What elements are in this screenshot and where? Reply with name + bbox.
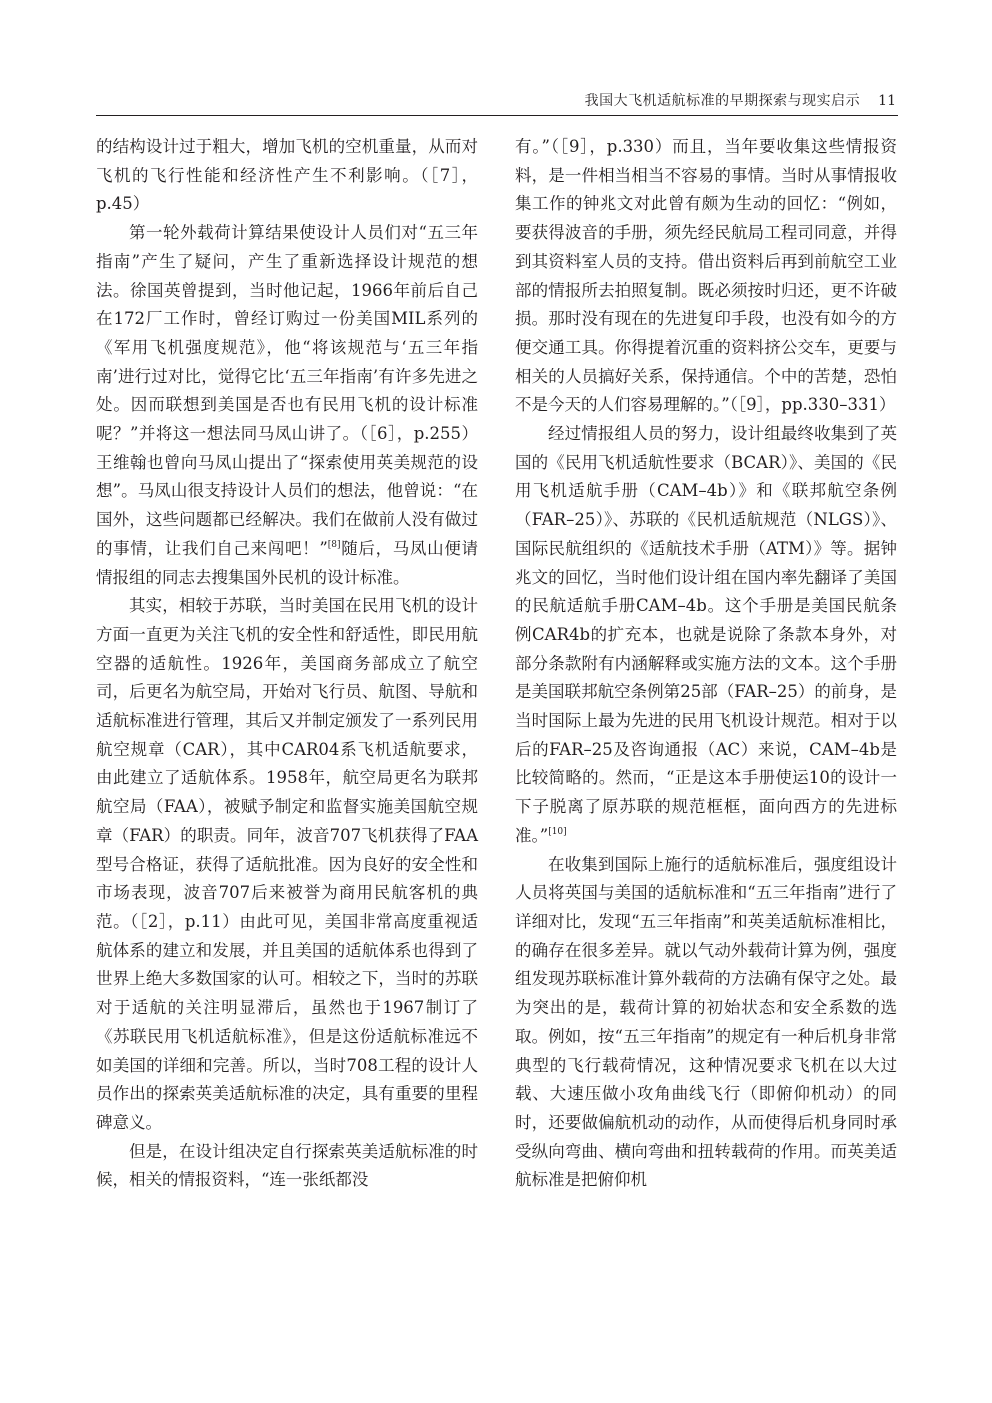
paragraph: 有。”（［9］，p.330）而且，当年要收集这些情报资料，是一件相当相当不容易的事情。当时从事情报收集工作的钟兆文对此曾有颇为生动的回忆：“例如，要获得波音的手册，须先经民航局工程司同意，并得到其资料室人员的支持。借出资料后再到前航空工业部的情报所去拍照复制。既必须按时归还，更不许破损。那时没有现在的先进复印手段，也没有如今的方便交通工具。你得提着沉重的资料挤公交车，更要与相关的人员搞好关系，保持通信。个中的苦楚，恐怕不是今天的人们容易理解的。”（［9］，pp.330–331） [515, 137, 897, 415]
citation-superscript: [8] [327, 539, 341, 550]
running-title: 我国大飞机适航标准的早期探索与现实启示 [584, 93, 861, 109]
left-column [96, 133, 478, 1195]
paragraph: 在收集到国际上施行的适航标准后，强度组设计人员将英国与美国的适航标准和“五三年指南”进行了详细对比，发现“五三年指南”和英美适航标准相比，的确存在很多差异。就以气动外载荷计算为例，强度组发现苏联标准计算外载荷的方法确有保守之处。最为突出的是，载荷计算的初始状态和安全系数的选取。例如，按“五三年指南”的规定有一种后机身非常典型的飞行载荷情况，这种情况要求飞机在以大过载、大速压做小攻角曲线飞行（即俯仰机动）的同时，还要做偏航机动的动作，从而使得后机身同时承受纵向弯曲、横向弯曲和扭转载荷的作用。而英美适航标准是把俯仰机 [515, 854, 897, 1190]
paragraph-text: 经过情报组人员的努力，设计组最终收集到了英国的《民用飞机适航性要求（BCAR）》、美国的《民用飞机适航手册（CAM–4b）》和《联邦航空条例（FAR–25）》、苏联的《民机适航规范（NLGS）》、国际民航组织的《适航技术手册（ATM）》等。据钟兆文的回忆，当时他们设计组在国内率先翻译了美国的民航适航手册CAM–4b。这个手册是美国民航条例CAR4b的扩充本，也就是说除了条款本身外，对部分条款附有内涵解释或实施方法的文本。这个手册是美国联邦航空条例第25部（FAR–25）的前身，是当时国际上最为先进的民用飞机设计规范。相对于以后的FAR–25及咨询通报（AC）来说，CAM–4b是比较简略的。然而，“正是这本手册使运10的设计一下子脱离了原苏联的规范框框，面向西方的先进标准。” [515, 424, 897, 845]
page-number: 11 [878, 93, 896, 109]
paragraph [515, 420, 897, 851]
paragraph: 的结构设计过于粗大，增加飞机的空机重量，从而对飞机的飞行性能和经济性产生不利影响。（［7］，p.45） [96, 137, 478, 214]
paragraph-text: 第一轮外载荷计算结果使设计人员们对“五三年指南”产生了疑问，产生了重新选择设计规范的想法。徐国英曾提到，当时他记起，1966年前后自己在172厂工作时，曾经订购过一份美国MIL系列的《军用飞机强度规范》，他“将该规范与‘五三年指南’进行过对比，觉得它比‘五三年指南’有许多先进之处。因而联想到美国是否也有民用飞机的设计标准呢？”并将这一想法同马凤山讲了。（［6］，p.255）王维翰也曾向马凤山提出了“探索使用英美规范的设想”。马凤山很支持设计人员们的想法，他曾说：“在国外，这些问题都已经解决。我们在做前人没有做过的事情，让我们自己来闯吧！” [96, 223, 478, 558]
right-column [515, 133, 897, 1195]
running-head [96, 90, 896, 112]
paragraph: 但是，在设计组决定自行探索英美适航标准的时候，相关的情报资料，“连一张纸都没 [96, 1141, 478, 1190]
header-rule [96, 115, 898, 116]
paragraph [96, 219, 478, 592]
paragraph: 其实，相较于苏联，当时美国在民用飞机的设计方面一直更为关注飞机的安全性和舒适性，即民用航空器的适航性。1926年，美国商务部成立了航空司，后更名为航空局，开始对飞行员、航图、导航和适航标准进行管理，其后又并制定颁发了一系列民用航空规章（CAR），其中CAR04系飞机适航要求，由此建立了适航体系。1958年，航空局更名为联邦航空局（FAA），被赋予制定和监督实施美国航空规章（FAR）的职责。同年，波音707飞机获得了FAA型号合格证，获得了适航批准。因为良好的安全性和市场表现，波音707后来被誉为商用民航客机的典范。（［2］，p.11）由此可见，美国非常高度重视适航体系的建立和发展，并且美国的适航体系也得到了世界上绝大多数国家的认可。相较之下，当时的苏联对于适航的关注明显滞后，虽然也于1967制订了《苏联民用飞机适航标准》，但是这份适航标准远不如美国的详细和完善。所以，当时708工程的设计人员作出的探索英美适航标准的决定，具有重要的里程碑意义。 [96, 596, 478, 1132]
citation-superscript: [10] [548, 826, 567, 837]
paragraph-text: 随后，马凤山便请情报组的同志去搜集国外民机的设计标准。 [96, 538, 478, 587]
